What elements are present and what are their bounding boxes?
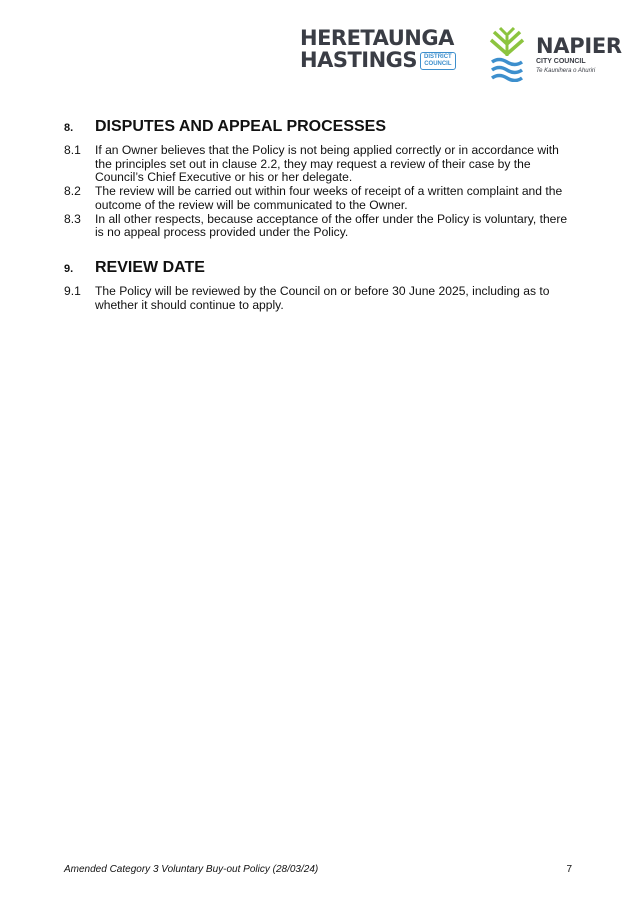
napier-logo-tagline: Te Kaunihera o Ahuriri [536, 68, 596, 74]
district-council-badge [420, 52, 456, 70]
header-logos [300, 24, 620, 84]
clause-number: 8.3 [64, 211, 81, 226]
clause-8-3 [64, 213, 574, 240]
clause-8-1 [64, 144, 574, 185]
hastings-district-council-logo [300, 28, 456, 71]
clause-number: 8.2 [64, 184, 81, 199]
section-8 [64, 118, 574, 240]
hastings-logo-line1: HERETAUNGA [300, 26, 454, 50]
page-footer [64, 864, 572, 875]
section-number: 8. [64, 122, 74, 134]
clause-number: 9.1 [64, 284, 81, 298]
clause-text: The review will be carried out within four weeks of receipt of a written complaint and the outcome of the review will be communicated to the Owner. [95, 184, 563, 212]
section-heading [64, 259, 574, 277]
napier-logo-name: NAPIER [536, 34, 622, 58]
clause-text: The Policy will be reviewed by the Council on or before 30 June 2025, including as to whether it should continue to apply. [95, 284, 550, 312]
clause-text: In all other respects, because acceptance of the offer under the Policy is voluntary, there is no appeal process provided under the Policy. [95, 211, 568, 240]
section-9 [64, 259, 574, 312]
section-heading [64, 118, 574, 136]
napier-city-council-logo [536, 36, 622, 74]
footer-text: Amended Category 3 Voluntary Buy-out Policy (28/03/24) [64, 864, 319, 875]
badge-line1: DISTRICT [424, 53, 452, 60]
hastings-logo-line2: HASTINGS [300, 48, 418, 72]
section-title: DISPUTES AND APPEAL PROCESSES [95, 118, 387, 135]
clause-9-1 [64, 285, 574, 312]
clause-number: 8.1 [64, 143, 81, 157]
page-number: 7 [566, 864, 572, 875]
section-title: REVIEW DATE [95, 259, 205, 276]
clause-text: If an Owner believes that the Policy is not being applied correctly or in accordance with the principles set out in clause 2.2, they may request a review of their case by the Council’s Chief Executive or his or her delegate. [95, 143, 559, 185]
badge-line2: COUNCIL [424, 60, 452, 67]
napier-logo-sub: CITY COUNCIL [536, 58, 586, 65]
section-number: 9. [64, 263, 74, 275]
clause-8-2 [64, 185, 574, 212]
napier-tree-wave-icon [486, 26, 528, 82]
